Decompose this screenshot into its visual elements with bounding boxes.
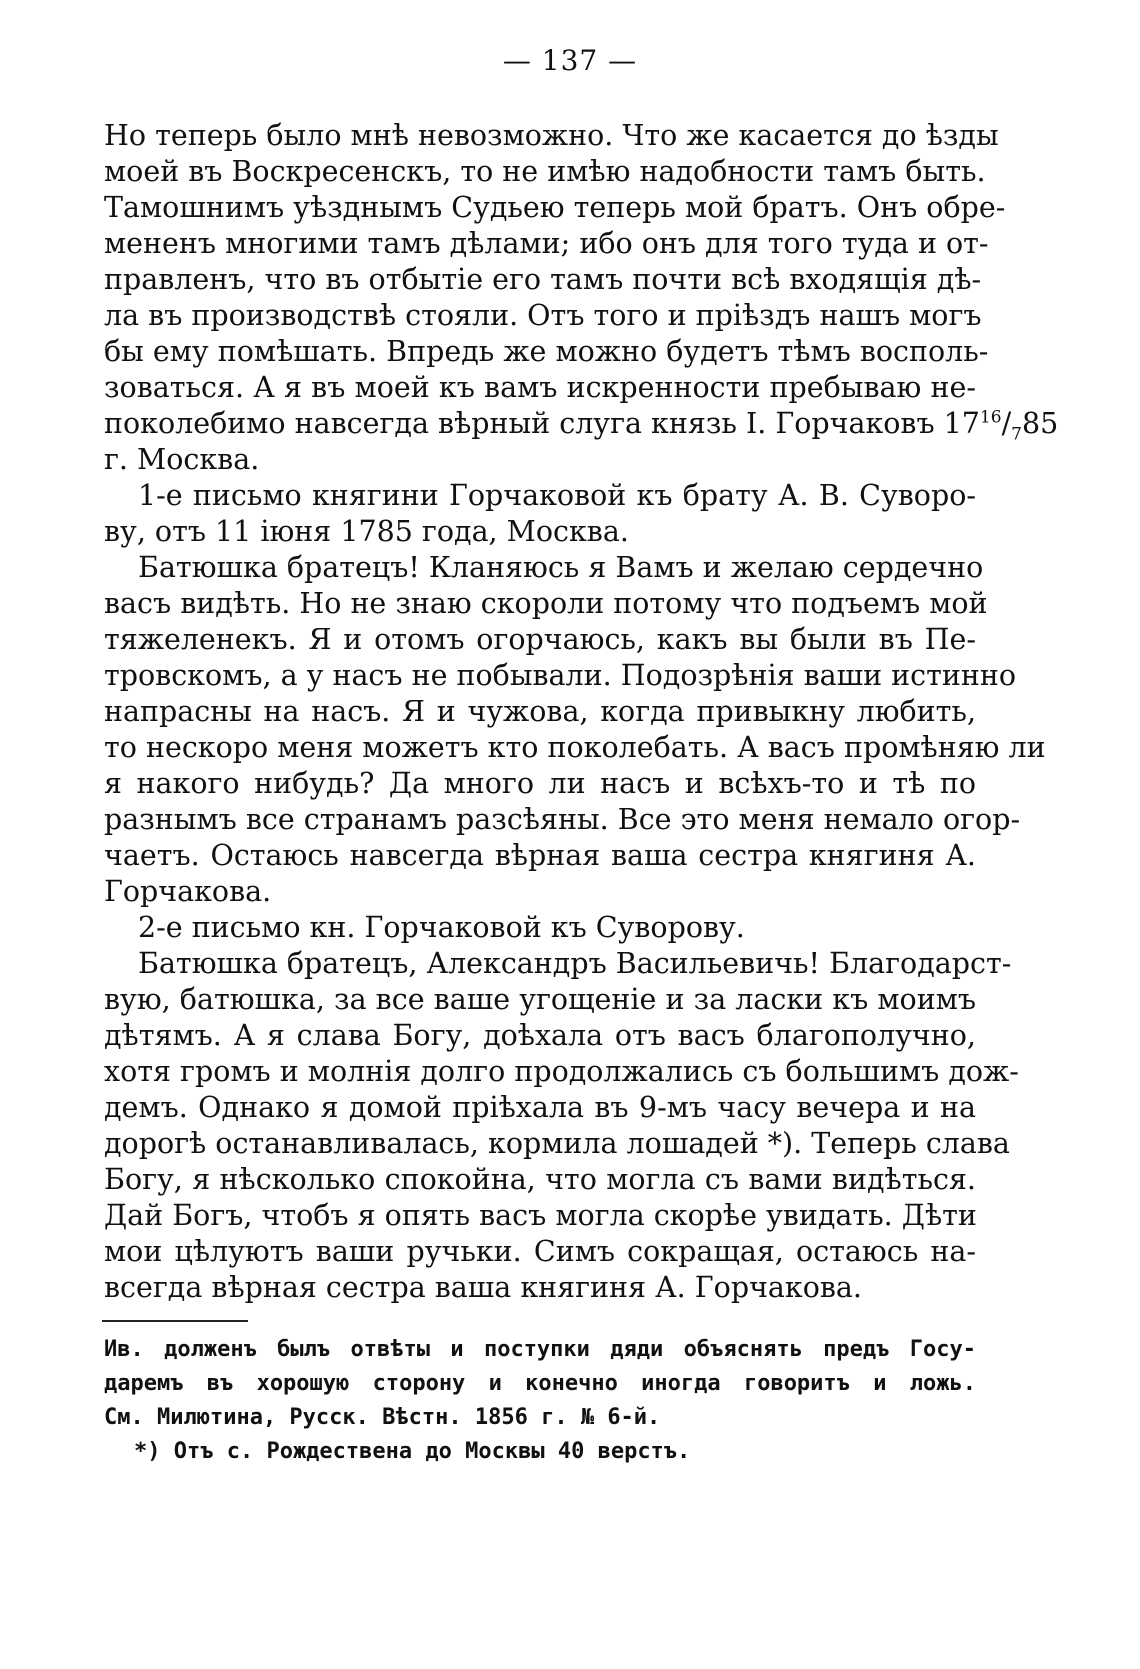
text-line: демъ. Однако я домой пріѣхала въ 9-мъ часу вечера и на [104,1091,976,1124]
text-line: чаетъ. Остаюсь навсегда вѣрная ваша сестра княгиня А. [104,839,976,872]
date-year: 85 [1022,407,1059,440]
footnotes [104,1333,976,1469]
text-line: ву, отъ 11 іюня 1785 года, Москва. [104,515,629,548]
signature-line [104,406,1059,445]
text-line: Тамошнимъ уѣзднымъ Судьею теперь мой братъ. Онъ обре- [104,191,1006,224]
text-line: разнымъ все странамъ разсѣяны. Все это меня немало огор- [104,803,1021,836]
text-line: ла въ производствѣ стояли. Отъ того и пріѣздъ нашъ могъ [104,299,982,332]
text-line: всегда вѣрная сестра ваша княгиня А. Горчакова. [104,1271,862,1304]
text-line: Дай Богъ, чтобъ я опять васъ могла скорѣе увидать. Дѣти [104,1199,977,1232]
footnote-line: даремъ въ хорошую сторону и конечно иногда говоритъ и ложь. [104,1371,976,1396]
text-line: васъ видѣть. Но не знаю скороли потому что подъемъ мой [104,587,988,620]
text-line: бы ему помѣшать. Впредь же можно будетъ тѣмъ восполь- [104,335,989,368]
paragraph-letter-1 [104,550,1046,910]
letter-heading-2 [104,910,976,946]
letter-heading-1 [104,478,976,550]
text-line: дѣтямъ. А я слава Богу, доѣхала отъ васъ благополучно, [104,1019,976,1052]
date-separator: / [1001,407,1012,440]
date-day: 16 [979,407,1002,428]
text-line: 1-е письмо княгини Горчаковой къ брату А. В. Суворо- [138,479,976,512]
text-line: дорогѣ останавливалась, кормила лошадей *). Теперь слава [104,1127,1010,1160]
text-line: тяжеленекъ. Я и отомъ огорчаюсь, какъ вы были въ Пе- [104,623,976,656]
text-line: правленъ, что въ отбытіе его тамъ почти всѣ входящія дѣ- [104,263,982,296]
footnote-line: Ив. долженъ былъ отвѣты и поступки дяди объяснять предъ Госу- [104,1337,976,1362]
footnote-line: См. Милютина, Русск. Вѣстн. 1856 г. № 6-й. [104,1405,661,1430]
text-line: 2-е письмо кн. Горчаковой къ Суворову. [138,911,745,944]
text-line: мои цѣлуютъ ваши ручьки. Симъ сокращая, остаюсь на- [104,1235,976,1268]
date-month: 7 [1011,424,1022,445]
footnote-divider [102,1320,248,1322]
text-line: тровскомъ, а у насъ не побывали. Подозрѣнія ваши истинно [104,659,1017,692]
text-line: хотя громъ и молнія долго продолжались съ большимъ дож- [104,1055,1019,1088]
text-line: напрасны на насъ. Я и чужова, когда привыкну любить, [104,695,976,728]
text-line: вую, батюшка, за все ваше угощеніе и за ласки къ моимъ [104,983,976,1016]
text-line: моей въ Воскресенскъ, то не имѣю надобности тамъ быть. [104,155,986,188]
text-line: г. Москва. [104,443,260,476]
text-line: зоваться. А я въ моей къ вамъ искренности пребываю не- [104,371,976,404]
text-line: то нескоро меня можетъ кто поколебать. А васъ промѣняю ли [104,731,1046,764]
paragraph-letter-2 [104,946,1019,1306]
paragraph-letter-gorchakov [104,118,1059,478]
text-line: мененъ многими тамъ дѣлами; ибо онъ для того туда и от- [104,227,989,260]
main-text [104,118,1059,1306]
page-number: — 137 — [502,44,638,77]
text-line: я накого нибудь? Да много ли насъ и всѣхъ-то и тѣ по [104,767,976,800]
text-line: Батюшка братецъ! Кланяюсь я Вамъ и желаю сердечно [138,551,984,584]
text-line: Батюшка братецъ, Александръ Васильевичь! Благодарст- [138,947,1012,980]
text-line: Но теперь было мнѣ невозможно. Что же касается до ѣзды [104,119,999,152]
signature-text: поколебимо навсегда вѣрный слуга князь I. Горчаковъ 17 [104,407,980,440]
footnote-star: *) Отъ с. Рождествена до Москвы 40 верстъ. [134,1439,691,1464]
text-line: Горчакова. [104,875,272,908]
text-line: Богу, я нѣсколько спокойна, что могла съ вами видѣться. [104,1163,976,1196]
